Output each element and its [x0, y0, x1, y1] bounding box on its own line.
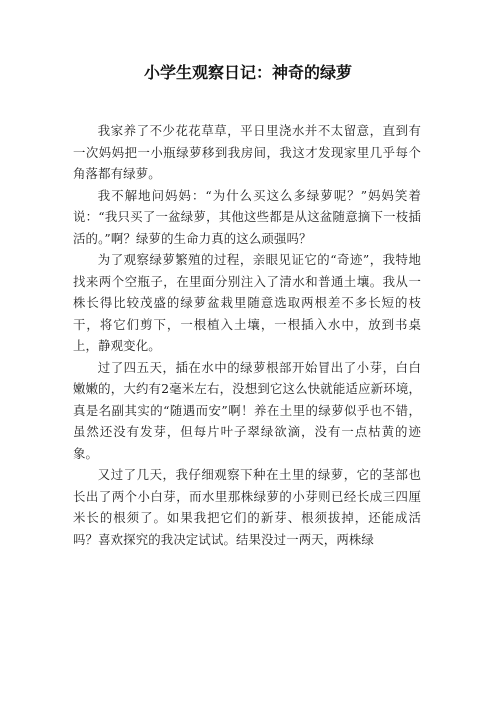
paragraph: 为了观察绿萝繁殖的过程，亲眼见证它的“奇迹”，我特地找来两个空瓶子，在里面分别注入了清水和普通土壤。我从一株长得比较茂盛的绿萝盆栽里随意选取两根差不多长短的枝干，将它们剪下，一根植入土壤，一根插入水中，放到书桌上，静观变化。	[73, 252, 421, 353]
paragraph: 我不解地问妈妈：“为什么买这么多绿萝呢？”妈妈笑着说：“我只买了一盆绿萝，其他这些都是从这盆随意摘下一枝插活的。”啊？绿萝的生命力真的这么顽强吗？	[73, 187, 421, 246]
paragraph: 我家养了不少花花草草，平日里浇水并不太留意，直到有一次妈妈把一小瓶绿萝移到我房间，我这才发现家里几乎每个角落都有绿萝。	[73, 123, 421, 181]
document-body	[73, 120, 421, 550]
paragraph: 过了四五天，插在水中的绿萝根部开始冒出了小芽，白白嫩嫩的，大约有2毫米左右，没想到它这么快就能适应新环境，真是名副其实的“随遇而安”啊！养在土里的绿萝似乎也不错，虽然还没有发芽，但每片叶子翠绿欲滴，没有一点枯黄的迹象。	[73, 359, 421, 461]
paragraph: 又过了几天，我仔细观察下种在土里的绿萝，它的茎部也长出了两个小白芽，而水里那株绿萝的小芽则已经长成三四厘米长的根须了。如果我把它们的新芽、根须拔掉，还能成活吗？喜欢探究的我决定试试。结果没过一两天，两株绿	[73, 467, 421, 547]
document-title: 小学生观察日记：神奇的绿萝	[143, 63, 352, 82]
